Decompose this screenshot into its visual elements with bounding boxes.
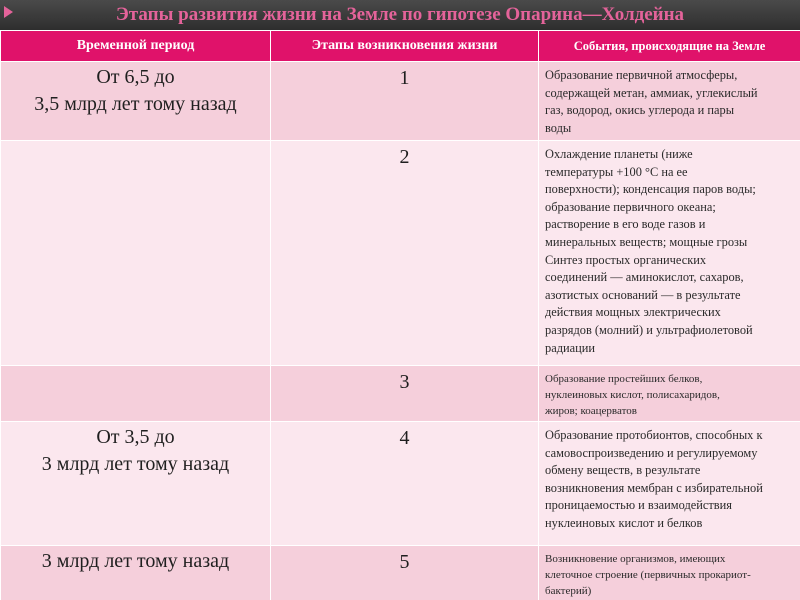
stage-cell: 3 (271, 366, 539, 422)
stage-cell: 5 (271, 546, 539, 600)
event-text: Охлаждение планеты (ниже (545, 147, 693, 161)
event-text: радиации (545, 340, 596, 355)
event-text: воды (545, 120, 572, 135)
period-cell (1, 366, 271, 422)
stages-table (0, 30, 800, 600)
event-text: газ, водород, окись углерода и пары (545, 103, 735, 118)
event-text: образование первичного океана; (545, 199, 716, 214)
event-text: Образование первичной атмосферы, (545, 68, 738, 82)
event-text: самовоспроизведению и регулируемому (545, 445, 758, 460)
event-text: жиров; коацерватов (545, 405, 637, 417)
table-header-row (1, 31, 800, 62)
period-cell (1, 422, 271, 546)
stage-cell: 2 (271, 141, 539, 366)
slide-title-bar (0, 0, 800, 30)
event-text: возникновения мембран с избирательной (545, 480, 763, 495)
period-text: 3 млрд лет тому назад (41, 453, 230, 475)
event-text: проницаемостью и взаимодействия (545, 498, 732, 513)
period-cell (1, 546, 271, 600)
title-triangle-icon (4, 6, 13, 18)
header-events: События, происходящие на Земле (539, 31, 800, 62)
period-cell (1, 62, 271, 141)
event-text: бактерий) (545, 585, 592, 597)
header-period: Временной период (1, 31, 271, 62)
table-row (1, 62, 800, 141)
stage-cell: 4 (271, 422, 539, 546)
event-text: нуклеиновых кислот, полисахаридов, (545, 389, 720, 401)
event-cell (539, 422, 800, 546)
event-text: минеральных веществ; мощные грозы (545, 234, 748, 249)
event-text: Возникновение организмов, имеющих (545, 553, 726, 565)
event-text: клеточное строение (первичных прокариот- (545, 569, 751, 581)
table-row (1, 422, 800, 546)
event-text: разрядов (молний) и ультрафиолетовой (545, 322, 753, 337)
table-row (1, 366, 800, 422)
event-cell (539, 141, 800, 366)
event-text: Образование простейших белков, (545, 373, 703, 385)
event-text: растворение в его воде газов и (545, 217, 706, 232)
event-text: поверхности); конденсация паров воды; (545, 182, 756, 197)
event-text: соединений — аминокислот, сахаров, (545, 270, 744, 285)
period-text: 3 млрд лет тому назад (41, 550, 230, 572)
event-text: азотистых оснований — в результате (545, 287, 741, 302)
period-text: От 3,5 до (96, 426, 175, 448)
event-cell (539, 62, 800, 141)
stage-cell: 1 (271, 62, 539, 141)
period-text: От 6,5 до (96, 66, 175, 88)
header-stage: Этапы возникновения жизни (271, 31, 539, 62)
event-text: обмену веществ, в результате (545, 463, 701, 478)
table-row (1, 546, 800, 600)
event-text: нуклеиновых кислот и белков (545, 515, 703, 530)
event-text: содержащей метан, аммиак, углекислый (545, 85, 758, 100)
slide-title: Этапы развития жизни на Земле по гипотезе Опарина—Холдейна (115, 4, 685, 25)
period-cell (1, 141, 271, 366)
event-text: Синтез простых органических (545, 252, 707, 267)
period-text: 3,5 млрд лет тому назад (34, 93, 237, 115)
event-text: Образование протобионтов, способных к (545, 428, 763, 442)
event-cell (539, 546, 800, 600)
event-cell (539, 366, 800, 422)
event-text: действия мощных электрических (545, 305, 721, 320)
table-row (1, 141, 800, 366)
event-text: температуры +100 °С на ее (545, 164, 688, 179)
